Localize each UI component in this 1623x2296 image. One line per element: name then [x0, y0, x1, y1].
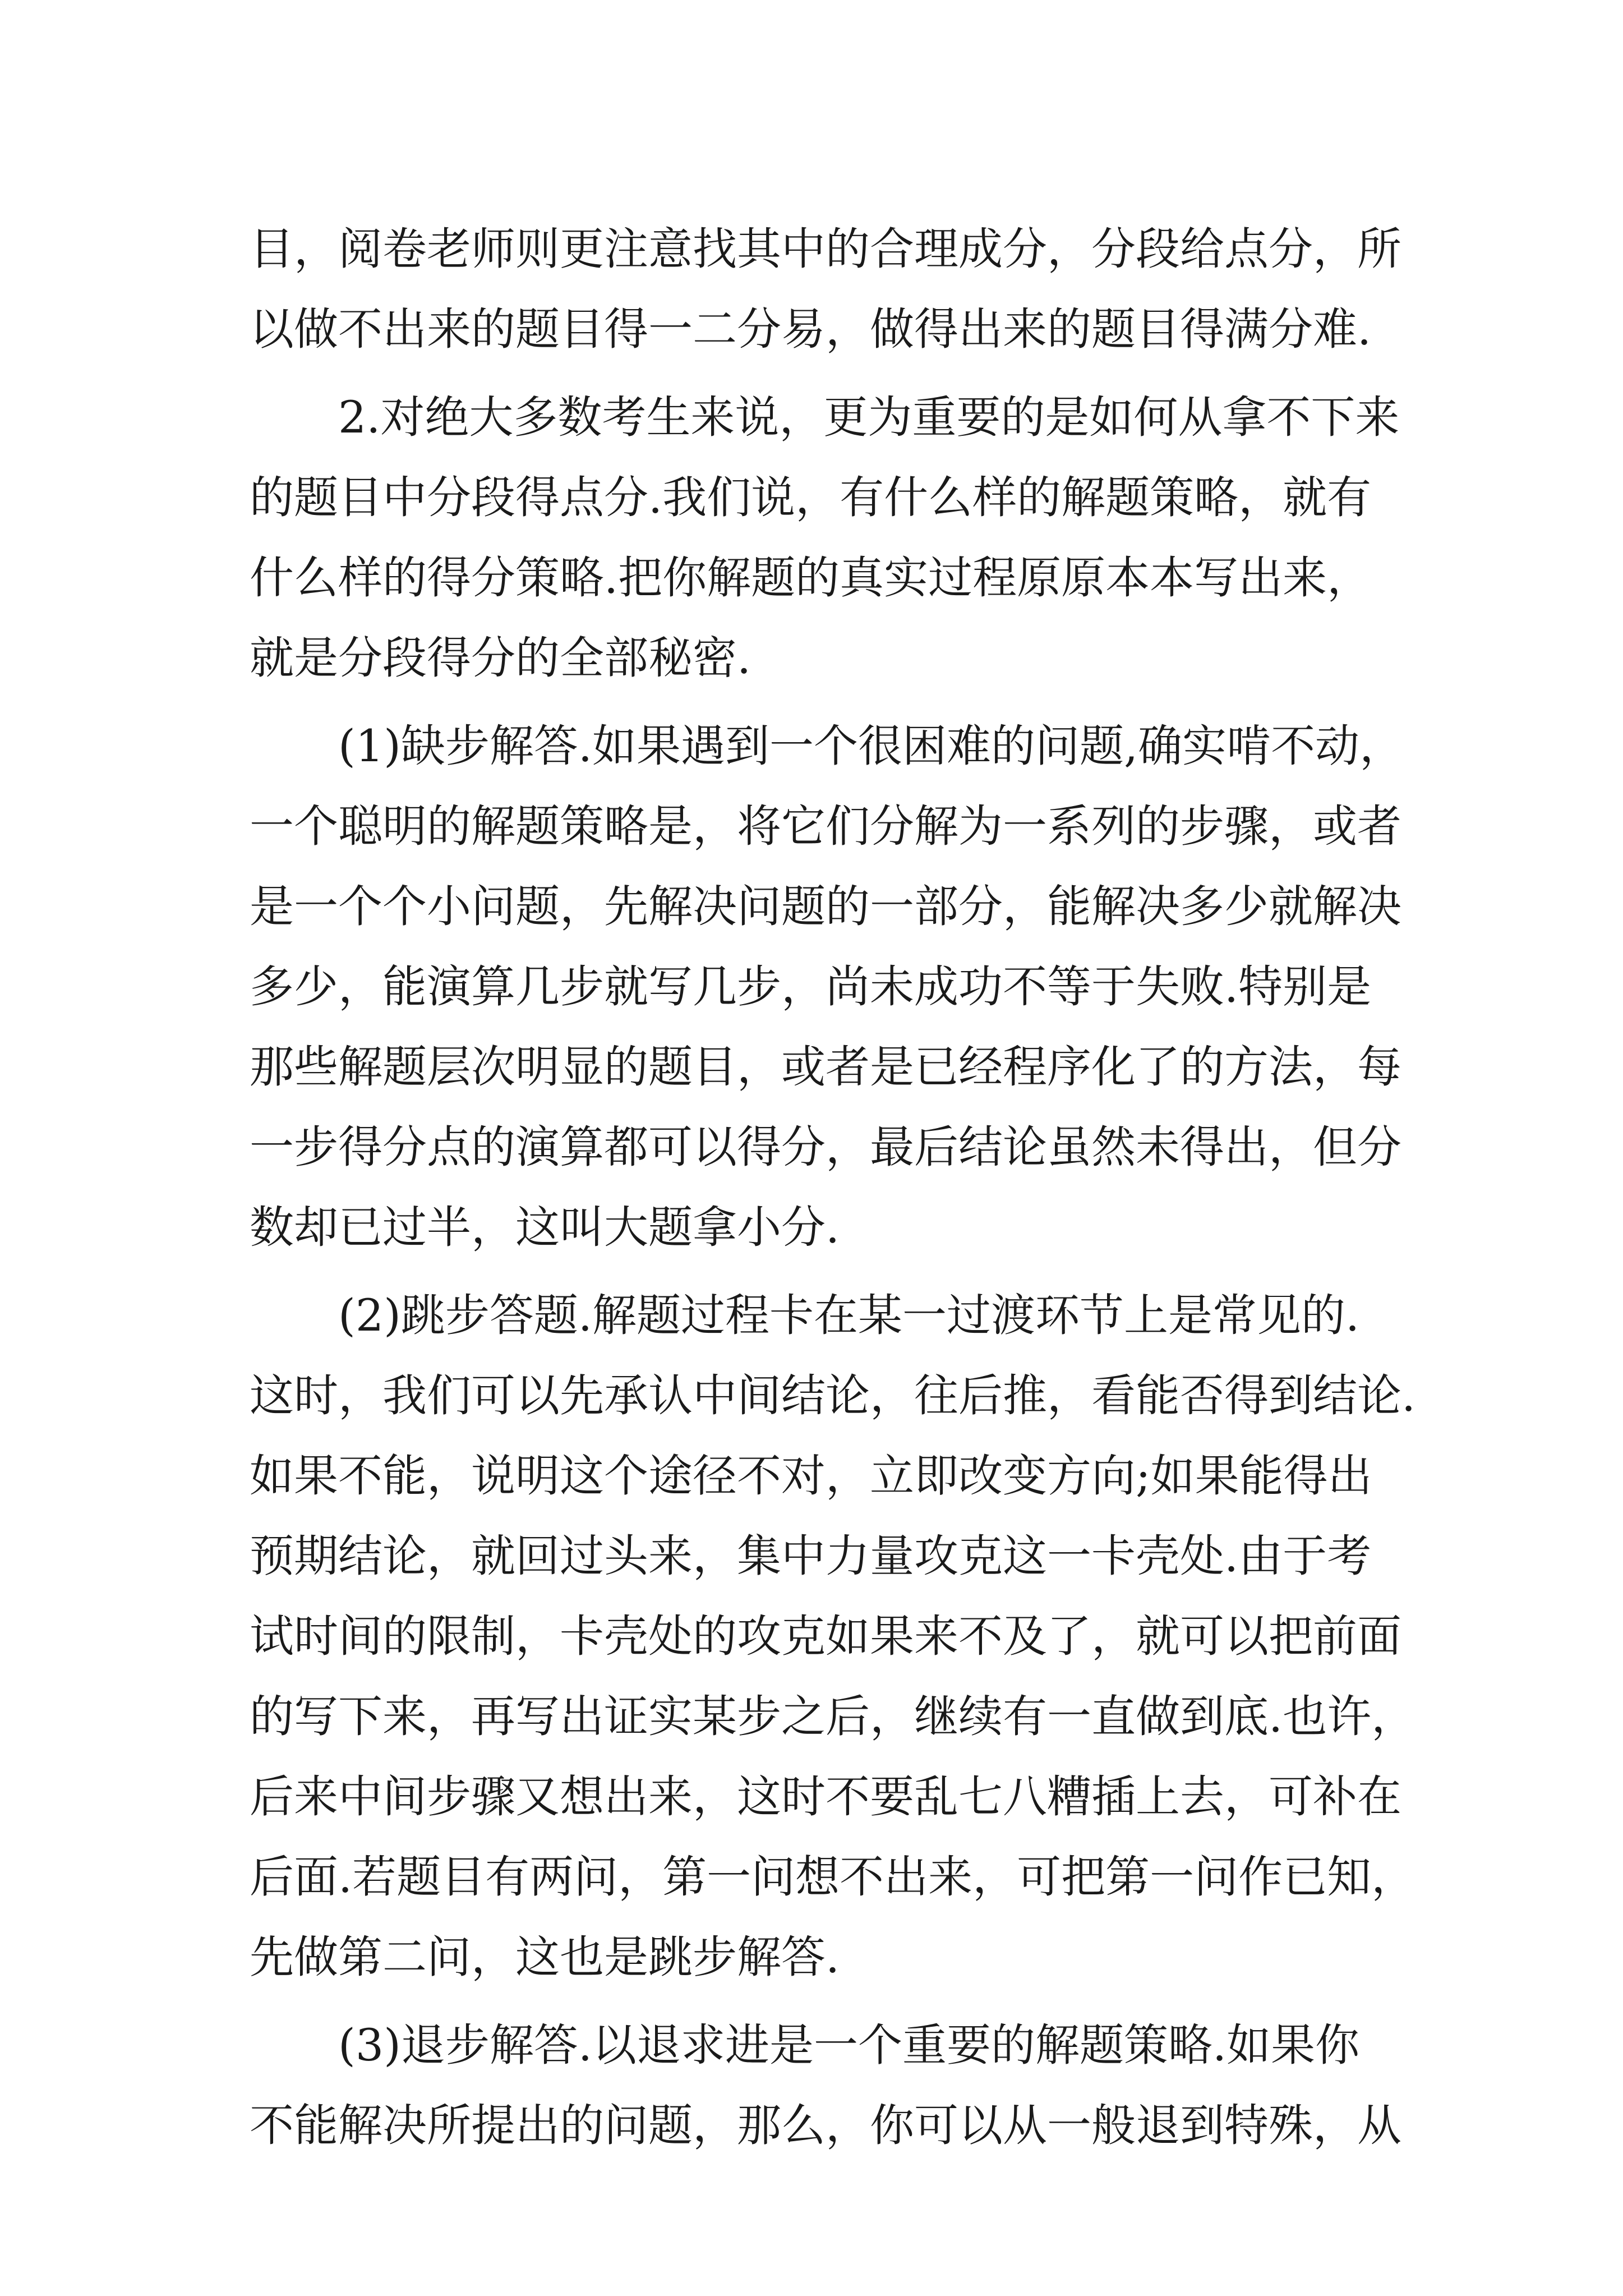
text-line: 这时，我们可以先承认中间结论，往后推，看能否得到结论.: [250, 1370, 1416, 1421]
text-line: 那些解题层次明显的题目，或者是已经程序化了的方法，每: [250, 1041, 1401, 1093]
text-line: 目，阅卷老师则更注意找其中的合理成分，分段给点分，所: [250, 223, 1401, 275]
text-line: 先做第二问，这也是跳步解答.: [250, 1931, 840, 1983]
text-line: 以做不出来的题目得一二分易，做得出来的题目得满分难.: [250, 303, 1372, 355]
text-line: 预期结论，就回过头来，集中力量攻克这一卡壳处.由于考: [250, 1530, 1372, 1582]
text-line: 一步得分点的演算都可以得分，最后结论虽然未得出，但分: [250, 1121, 1401, 1173]
paragraph: [250, 706, 1404, 1268]
text-line: 后面.若题目有两问，第一问想不出来，可把第一问作已知，: [250, 1851, 1416, 1903]
text-line: 多少，能演算几步就写几步，尚未成功不等于失败.特别是: [250, 961, 1372, 1013]
text-line: (2)跳步答题.解题过程卡在某一过渡环节上是常见的.: [338, 1290, 1360, 1341]
text-line: 后来中间步骤又想出来，这时不要乱七八糟插上去，可补在: [250, 1771, 1401, 1823]
paragraph: [250, 1276, 1416, 1998]
document-page: [250, 209, 1416, 2166]
text-line: 一个聪明的解题策略是，将它们分解为一系列的步骤，或者: [250, 800, 1401, 852]
paragraph: [250, 378, 1400, 698]
text-line: 就是分段得分的全部秘密.: [250, 632, 751, 684]
text-line: 什么样的得分策略.把你解题的真实过程原原本本写出来，: [250, 552, 1372, 604]
text-line: 的写下来，再写出证实某步之后，继续有一直做到底.也许，: [250, 1691, 1416, 1742]
text-line: 是一个个小问题，先解决问题的一部分，能解决多少就解决: [250, 881, 1401, 932]
text-line: (1)缺步解答.如果遇到一个很困难的问题,确实啃不动，: [338, 720, 1404, 772]
text-line: 不能解决所提出的问题，那么，你可以从一般退到特殊，从: [250, 2100, 1401, 2151]
text-line: 的题目中分段得点分.我们说，有什么样的解题策略，就有: [250, 472, 1372, 523]
text-line: 试时间的限制，卡壳处的攻克如果来不及了，就可以把前面: [250, 1611, 1401, 1662]
text-line: (3)退步解答.以退求进是一个重要的解题策略.如果你: [338, 2019, 1360, 2071]
paragraph: [250, 209, 1401, 370]
text-line: 如果不能，说明这个途径不对，立即改变方向;如果能得出: [250, 1450, 1372, 1502]
paragraph: [250, 2005, 1401, 2166]
text-line: 2.对绝大多数考生来说，更为重要的是如何从拿不下来: [338, 392, 1400, 443]
text-line: 数却已过半，这叫大题拿小分.: [250, 1202, 840, 1253]
